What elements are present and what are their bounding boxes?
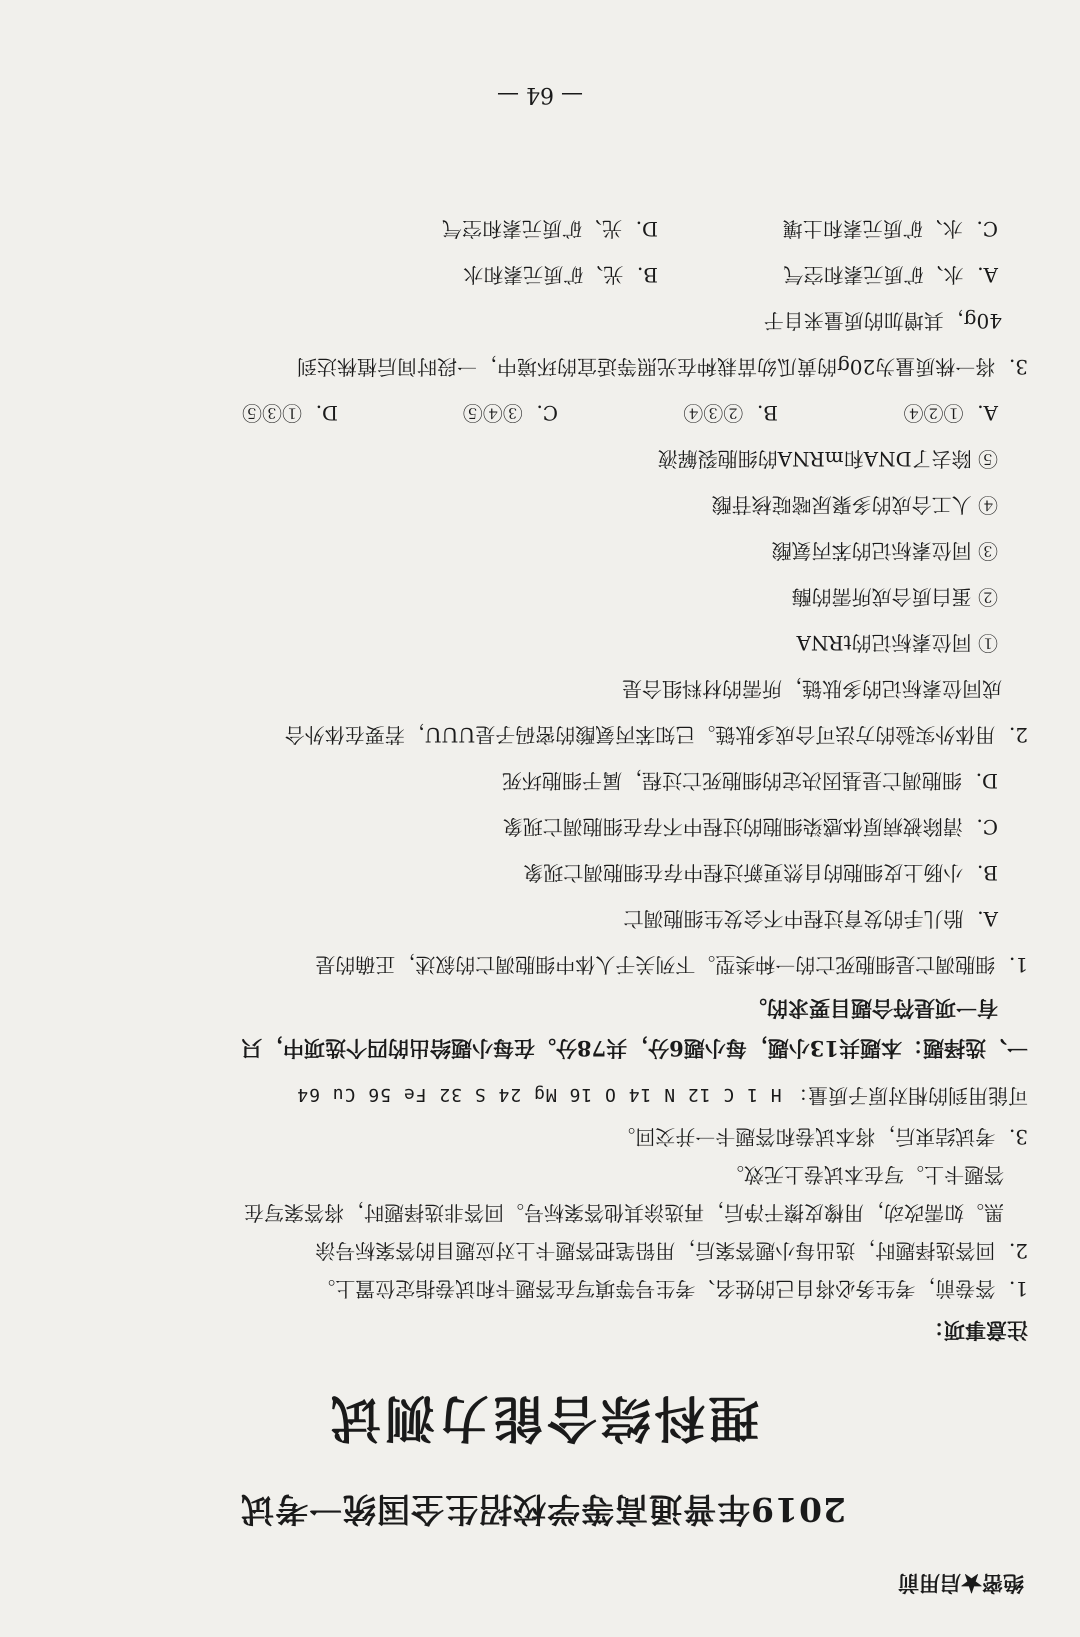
question-stem: 1．细胞凋亡是细胞死亡的一种类型。下列关于人体中细胞凋亡的叙述，正确的是 — [315, 953, 1028, 977]
option-a: A．胎儿手的发育过程中不会发生细胞凋亡 — [623, 907, 998, 931]
note-3: 3．考试结束后，将本试卷和答题卡一并交回。 — [615, 1125, 1028, 1149]
question-stem: 3．将一株质量为20g的黄瓜幼苗栽种在光照等适宜的环境中，一段时间后植株达到 — [297, 355, 1028, 379]
option-d: D．①③⑤ — [241, 401, 338, 425]
question-stem-cont: 成同位素标记的多肽链，所需的材料组合是 — [622, 677, 1002, 701]
question-3 — [58, 298, 1028, 390]
option-a: A．水、矿质元素和空气 — [783, 263, 998, 287]
notes-heading: 注意事项： — [923, 1318, 1028, 1343]
options-row — [58, 390, 1028, 436]
section-title — [58, 988, 1028, 1068]
note-2: 2．回答选择题时，选出每小题答案后，用铅笔把答题卡上对应题目的答案标号涂 — [315, 1239, 1028, 1263]
option-c: C．水、矿质元素和土壤 — [782, 217, 998, 241]
option-d: D．细胞凋亡是基因决定的细胞死亡过程，属于细胞坏死 — [501, 769, 998, 793]
section-title-cont: 有一项是符合题目要求的。 — [746, 996, 998, 1021]
material-item-5: ⑤ 除去了DNA和mRNA的细胞裂解液 — [657, 447, 998, 471]
option-b: B．小肠上皮细胞的自然更新过程中存在细胞凋亡现象 — [523, 861, 998, 885]
material-item-1: ① 同位素标记的tRNA — [796, 631, 998, 655]
option-b: B．光、矿质元素和水 — [463, 263, 658, 287]
option-d: D．光、矿质元素和空气 — [441, 217, 658, 241]
options-row-1 — [58, 252, 1028, 298]
atomic-masses: H 1 C 12 N 14 O 16 Mg 24 S 32 Fe 56 Cu 64 — [296, 1084, 782, 1105]
page-number: — 64 — — [497, 82, 583, 107]
question-stem: 2．用体外实验的方法可合成多肽链。已知苯丙氨酸的密码子是UUU，若要在体外合 — [284, 723, 1028, 747]
option-c: C．③④⑤ — [462, 401, 558, 425]
option-a: A．①②④ — [903, 401, 998, 425]
question-1 — [58, 942, 1028, 988]
notes-list — [58, 1118, 1028, 1308]
exam-title: 2019年普通高等学校招生全国统一考试 — [240, 1490, 846, 1529]
material-item-2: ② 蛋白质合成所需的酶 — [791, 585, 998, 609]
note-2-cont-2: 答题卡上。写在本试卷上无效。 — [724, 1163, 1004, 1187]
options-row-2 — [58, 206, 1028, 252]
option-b: B．②③④ — [683, 401, 778, 425]
question-2 — [58, 666, 1028, 758]
material-item-3: ③ 同位素标记的苯丙氨酸 — [771, 539, 998, 563]
subject-title: 理科综合能力测试 — [327, 1389, 759, 1448]
option-c: C．清除被病原体感染细胞的过程中不存在细胞凋亡现象 — [502, 815, 998, 839]
note-2-cont: 黑。如需改动，用橡皮擦干净后，再选涂其他答案标号。回答非选择题时，将答案写在 — [244, 1201, 1004, 1225]
atomic-label: 可能用到的相对原子质量： — [788, 1084, 1028, 1108]
section-title-line: 一、选择题：本题共13小题，每小题6分，共78分。在每小题给出的四个选项中，只 — [240, 1036, 1028, 1061]
note-1: 1．答卷前，考生务必将自己的姓名、考生号等填写在答题卡和试卷指定位置上。 — [315, 1277, 1028, 1301]
secret-label: 绝密★启用前 — [898, 1571, 1024, 1596]
material-item-4: ④ 人工合成的多聚尿嘧啶核苷酸 — [711, 493, 998, 517]
question-stem-cont: 40g，其增加的质量来自于 — [763, 309, 1002, 333]
atomic-masses-line — [58, 1076, 1028, 1114]
